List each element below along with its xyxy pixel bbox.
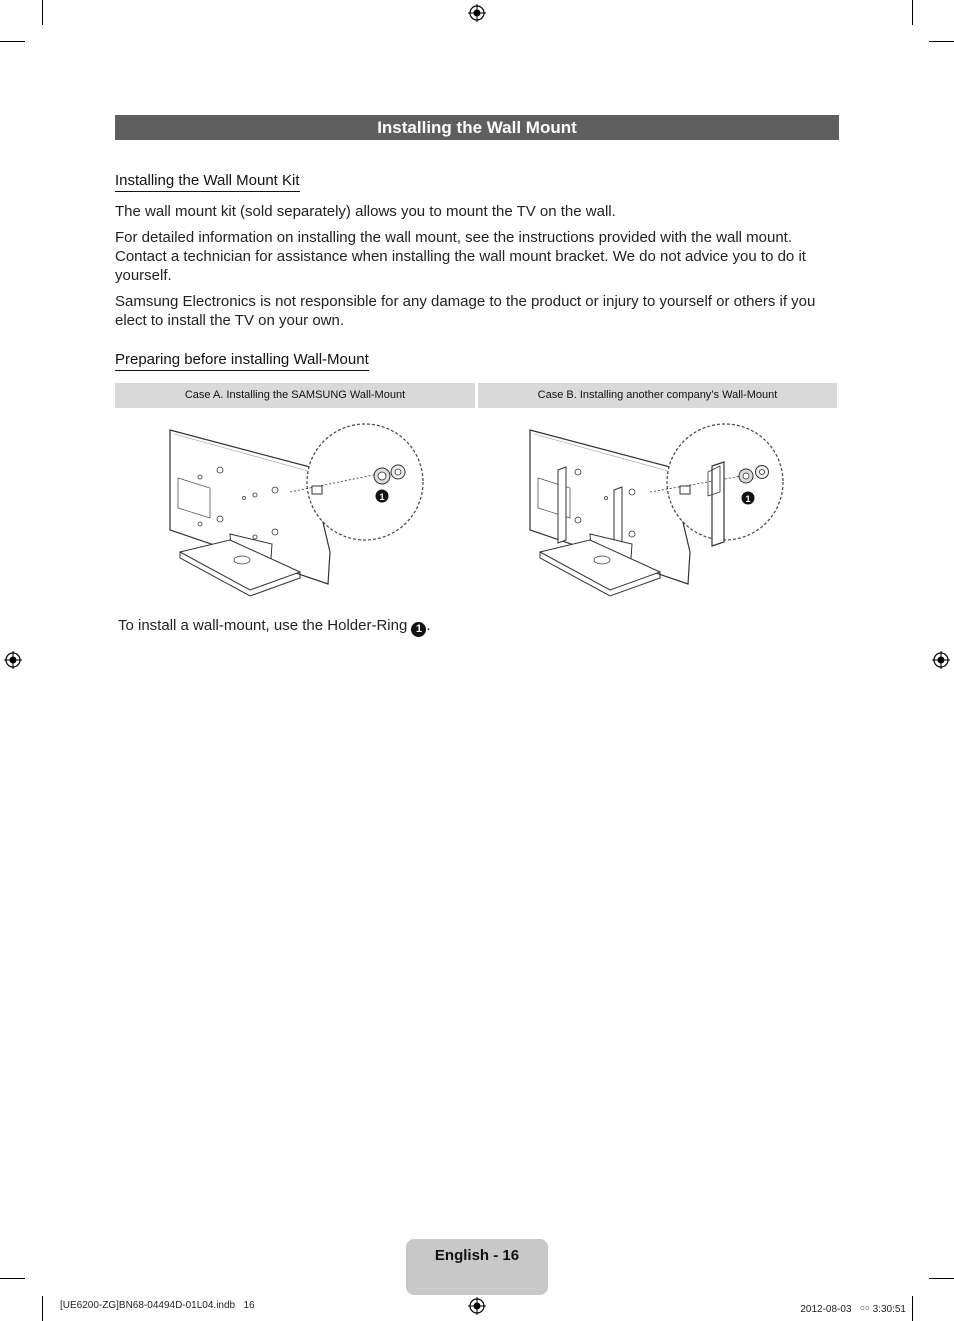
print-slug-left: [UE6200-ZG]BN68-04494D-01L04.indb 16 bbox=[60, 1300, 255, 1311]
holder-ring-note bbox=[118, 616, 838, 637]
registration-mark-icon bbox=[468, 1297, 486, 1315]
callout-1-badge: 1 bbox=[411, 622, 426, 637]
registration-mark-icon bbox=[4, 651, 22, 669]
section-header: Installing the Wall Mount bbox=[115, 115, 839, 140]
case-a-diagram bbox=[160, 422, 440, 602]
callout-1-label: 1 bbox=[745, 494, 751, 504]
kit-heading: Installing the Wall Mount Kit bbox=[115, 172, 300, 192]
registration-mark-icon bbox=[468, 4, 486, 22]
kit-paragraph-3: Samsung Electronics is not responsible for any damage to the product or injury to yourself or others if you elect to install the TV on your own. bbox=[115, 293, 816, 329]
crop-mark bbox=[0, 1278, 25, 1279]
kit-paragraph-2: For detailed information on installing the wall mount, see the instructions provided with the wall mount. Contact a technician for assistance when installing the wall mount bracket. We do not advice you to do it yourself. bbox=[115, 229, 806, 284]
crop-mark bbox=[929, 41, 954, 42]
print-slug-right: 2012-08-03 ￮￮ 3:30:51 bbox=[800, 1304, 906, 1315]
page-number-tab: English - 16 bbox=[406, 1239, 548, 1295]
registration-mark-icon bbox=[932, 651, 950, 669]
case-a-header: Case A. Installing the SAMSUNG Wall-Mount bbox=[115, 383, 475, 408]
holder-ring-note-end: . bbox=[426, 617, 431, 634]
crop-mark bbox=[42, 1296, 43, 1321]
kit-paragraph-1: The wall mount kit (sold separately) allows you to mount the TV on the wall. bbox=[115, 203, 616, 220]
holder-ring-note-text: To install a wall-mount, use the Holder-Ring bbox=[118, 617, 408, 634]
case-b-diagram bbox=[520, 422, 800, 602]
crop-mark bbox=[0, 41, 25, 42]
crop-mark bbox=[42, 0, 43, 25]
crop-mark bbox=[912, 0, 913, 25]
crop-mark bbox=[912, 1296, 913, 1321]
prep-heading: Preparing before installing Wall-Mount bbox=[115, 351, 369, 371]
case-b-header: Case B. Installing another company’s Wall-Mount bbox=[478, 383, 837, 408]
crop-mark bbox=[929, 1278, 954, 1279]
callout-1-label: 1 bbox=[379, 492, 385, 502]
